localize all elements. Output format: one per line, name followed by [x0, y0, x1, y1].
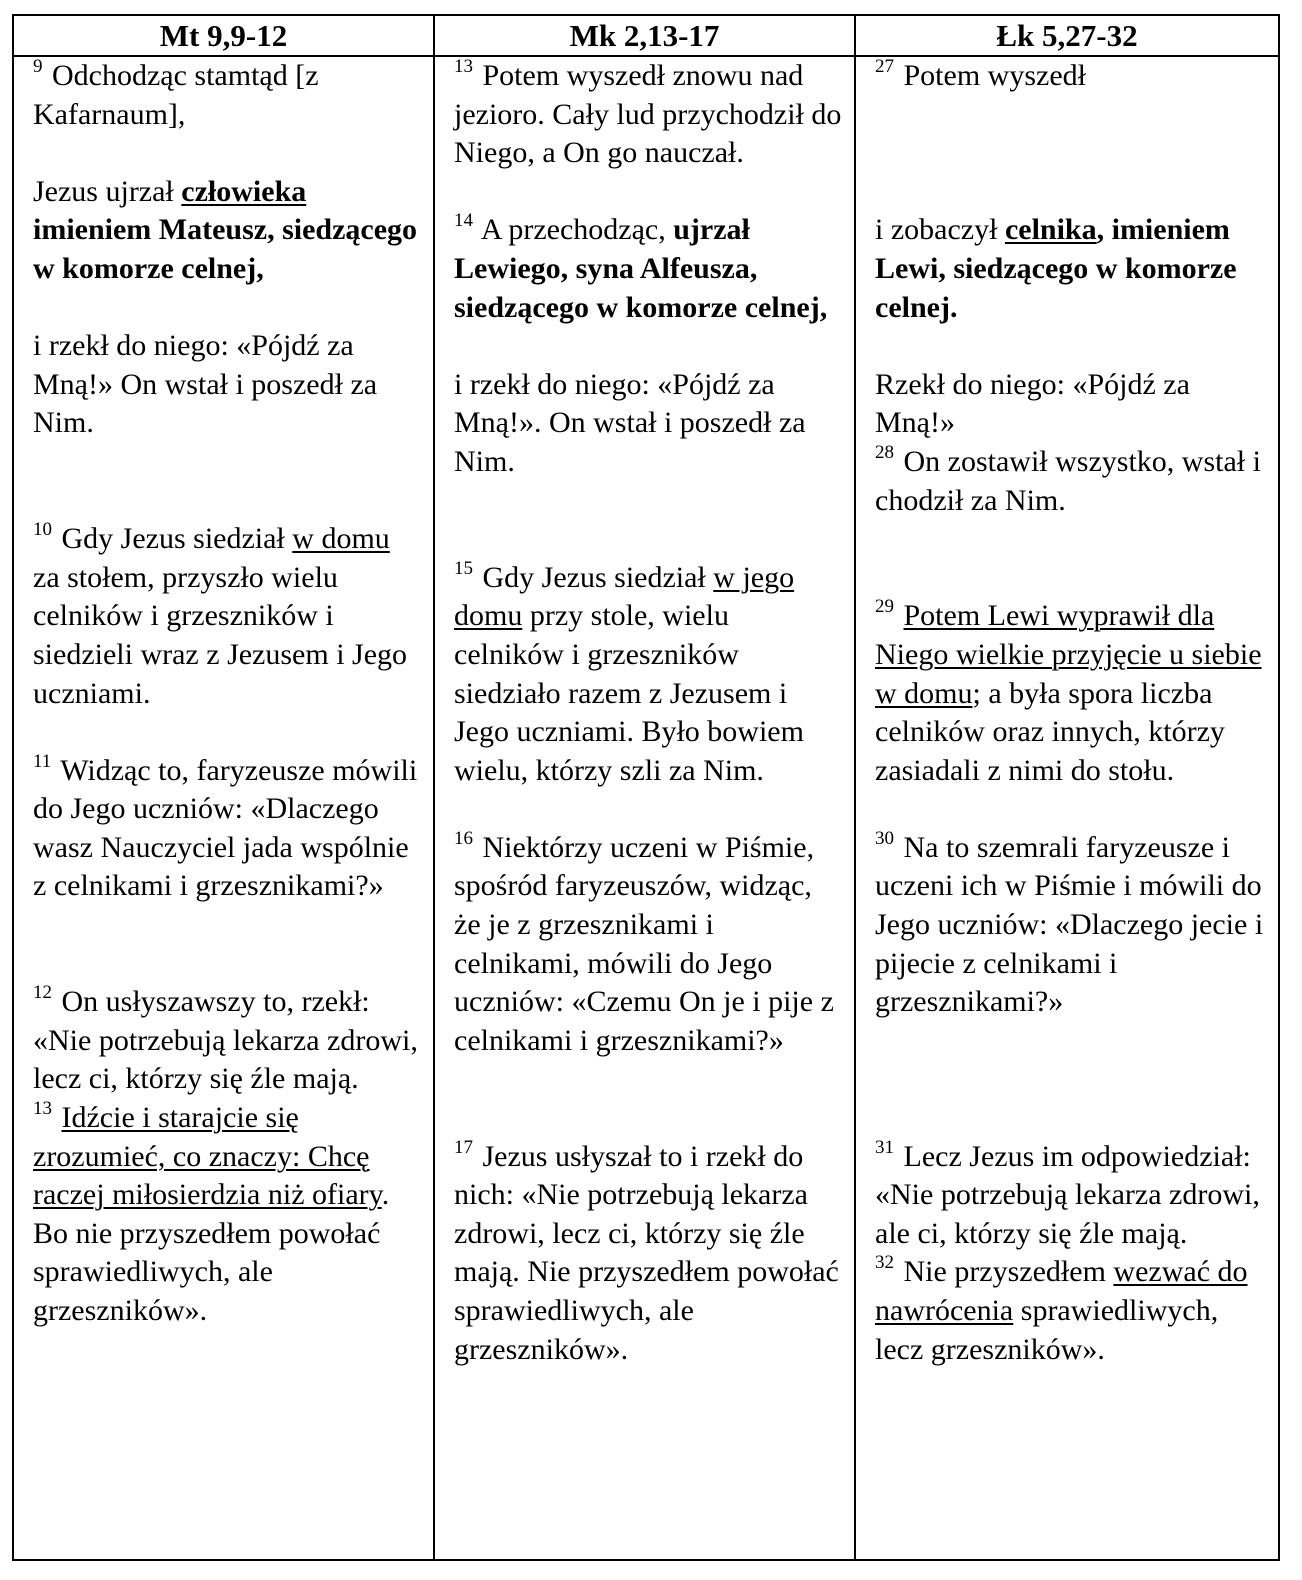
verse-number: 13 [33, 1098, 52, 1120]
passage-text: ujrzał Lewiego, syna Alfeusza, siedzącego w komorze celnej, [454, 213, 828, 324]
passages-row [13, 56, 1279, 1560]
passage-text: Lecz Jezus im odpowiedział: «Nie potrzebują lekarza zdrowi, ale ci, którzy się źle mają. [875, 1139, 1260, 1250]
passage-text: człowieka [181, 174, 307, 208]
passage-text: Rzekł do niego: «Pójdź za Mną!» [875, 367, 1190, 440]
column-matthew [13, 56, 434, 1560]
passage-text: ; a była spora liczba celników oraz innych, którzy zasiadali z nimi do stołu. [875, 676, 1225, 787]
verse-number: 14 [454, 210, 473, 232]
passage-block [33, 752, 421, 906]
passage-text: A przechodząc, [475, 213, 674, 247]
passage-block [454, 559, 842, 791]
passage-text: Jezus ujrzał [33, 174, 182, 208]
verse-number: 13 [454, 56, 473, 77]
passage-block [875, 211, 1266, 327]
column-header-matthew: Mt 9,9-12 [13, 15, 434, 56]
passage-text [896, 599, 904, 632]
passage-block [875, 597, 1266, 790]
passage-spacer [454, 1060, 842, 1137]
passage-spacer [454, 790, 842, 829]
passage-block [454, 366, 842, 482]
verse-number: 10 [33, 519, 52, 541]
passage-block [454, 211, 842, 327]
passage-spacer [33, 906, 421, 983]
verse-number: 15 [454, 557, 473, 579]
passage-block [33, 983, 421, 1330]
passage-spacer [875, 790, 1266, 829]
verse-number: 32 [875, 1252, 894, 1274]
passage-text: przy stole, wielu celników i grzeszników siedziało razem z Jezusem i Jego uczniami. Było bowiem wielu, którzy szli za Nim. [454, 599, 804, 787]
column-mark [434, 56, 855, 1560]
verse-number: 12 [33, 982, 52, 1004]
passage-text: . Bo nie przyszedłem powołać sprawiedliwych, ale grzeszników». [33, 1178, 390, 1327]
verse-number: 9 [33, 56, 43, 77]
column-luke [855, 56, 1279, 1560]
passage-spacer [454, 327, 842, 366]
passage-text: Idźcie i starajcie się zrozumieć, co znaczy: Chcę raczej miłosierdzia niż ofiary [33, 1101, 382, 1212]
verse-number: 16 [454, 827, 473, 849]
passage-text: i rzekł do niego: «Pójdź za Mną!» On wstał i poszedł za Nim. [33, 329, 378, 440]
passage-text [54, 1101, 62, 1134]
passage-block [33, 327, 421, 443]
passage-spacer [33, 713, 421, 752]
passage-text: , imieniem Lewi, siedzącego w komorze celnej. [875, 213, 1237, 324]
passage-spacer [875, 1022, 1266, 1138]
passage-text: Jezus usłyszał to i rzekł do nich: «Nie potrzebują lekarza zdrowi, lecz ci, którzy się źle mają. Nie przyszedłem powołać sprawiedliwych, ale grzeszników». [454, 1139, 839, 1366]
synopsis-table [12, 14, 1280, 1561]
passage-block [33, 57, 421, 134]
passage-block [875, 366, 1266, 520]
passage-text: sprawiedliwych, lecz grzeszników». [875, 1294, 1219, 1366]
passage-block [454, 57, 842, 173]
passage-block [875, 1138, 1266, 1370]
passage-text: i rzekł do niego: «Pójdź za Mną!». On wstał i poszedł za Nim. [454, 367, 806, 478]
passage-text: w domu [292, 522, 390, 556]
passage-text: w jego domu [454, 560, 795, 633]
passage-text: Gdy Jezus siedział [475, 560, 714, 594]
header-row [13, 15, 1279, 56]
passage-spacer [875, 520, 1266, 597]
passage-text: za stołem, przyszło wielu celników i grzeszników i siedzieli wraz z Jezusem i Jego uczniami. [33, 560, 408, 710]
passage-spacer [875, 96, 1266, 212]
verse-number: 31 [875, 1136, 894, 1158]
passage-text: Widząc to, faryzeusze mówili do Jego uczniów: «Dlaczego wasz Nauczyciel jada wspólnie z celnikami i grzesznikami?» [33, 753, 418, 903]
passage-text: On zostawił wszystko, wstał i chodził za Nim. [875, 444, 1261, 517]
passage-spacer [454, 173, 842, 212]
passage-text: On usłyszawszy to, rzekł: «Nie potrzebują lekarza zdrowi, lecz ci, którzy się źle mają. [33, 985, 418, 1096]
verse-number: 30 [875, 827, 894, 849]
passage-spacer [33, 134, 421, 173]
verse-number: 29 [875, 596, 894, 618]
verse-number: 27 [875, 56, 894, 77]
passage-text: Nie przyszedłem [896, 1255, 1114, 1289]
passage-block [33, 520, 421, 713]
column-header-luke: Łk 5,27-32 [855, 15, 1279, 56]
passage-text: Potem wyszedł znowu nad jezioro. Cały lud przychodził do Niego, a On go nauczał. [454, 59, 842, 170]
passage-text: i zobaczył [875, 213, 1005, 247]
passage-text: Gdy Jezus siedział [54, 522, 293, 556]
verse-number: 11 [33, 750, 52, 772]
passage-spacer [875, 327, 1266, 366]
passage-block [875, 829, 1266, 1022]
passage-spacer [33, 443, 421, 520]
passage-text: Na to szemrali faryzeusze i uczeni ich w Piśmie i mówili do Jego uczniów: «Dlaczego jecie i pijecie z celnikami i grzesznikami?» [875, 830, 1264, 1019]
verse-number: 17 [454, 1136, 473, 1158]
passage-spacer [33, 289, 421, 328]
passage-spacer [454, 482, 842, 559]
passage-text: Potem Lewi wyprawił dla Niego wielkie przyjęcie u siebie w domu [875, 599, 1262, 710]
verse-number: 28 [875, 441, 894, 463]
passage-text: Potem wyszedł [896, 59, 1086, 92]
passage-block [454, 829, 842, 1061]
passage-block [33, 173, 421, 289]
passage-text: Odchodząc stamtąd [z Kafarnaum], [33, 59, 319, 131]
passage-block [454, 1138, 842, 1370]
passage-text: imieniem Mateusz, siedzącego w komorze celnej, [33, 213, 418, 285]
passage-text: celnika [1004, 213, 1097, 247]
passage-block [875, 57, 1266, 96]
passage-text: wezwać do nawrócenia [875, 1255, 1248, 1328]
column-header-mark: Mk 2,13-17 [434, 15, 855, 56]
passage-text: Niektórzy uczeni w Piśmie, spośród faryzeuszów, widząc, że je z grzesznikami i celnikami, mówili do Jego uczniów: «Czemu On je i pije z celnikami i grzesznikami?» [454, 830, 834, 1057]
